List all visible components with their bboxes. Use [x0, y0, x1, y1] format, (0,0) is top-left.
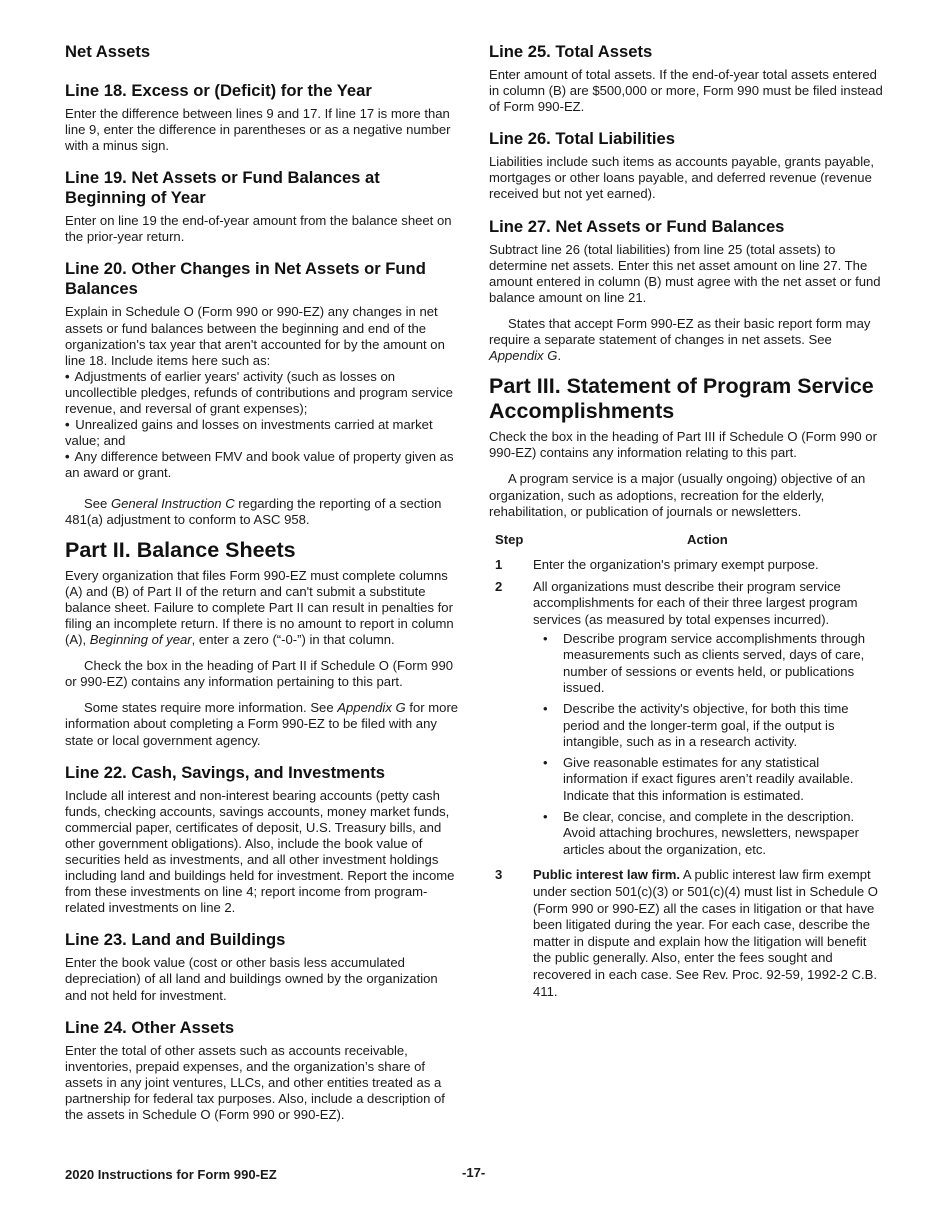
line18-heading: Line 18. Excess or (Deficit) for the Year [65, 81, 372, 100]
line27-heading: Line 27. Net Assets or Fund Balances [489, 216, 785, 236]
step-action: Enter the organization's primary exempt purpose. [533, 557, 819, 573]
step-column-header: Step [495, 531, 524, 547]
step-number: 1 [495, 557, 503, 573]
steps-table [489, 532, 887, 1005]
list-item: • Be clear, concise, and complete in the description. Avoid attaching brochures, newsletters, newspaper articles about the organization, etc. [543, 808, 859, 857]
list-item: • Give reasonable estimates for any statistical information if exact figures aren’t readily available. Indicate that this information is estimated. [543, 754, 854, 803]
page-footer [65, 1167, 887, 1187]
left-column [65, 42, 463, 1123]
line25-heading: Line 25. Total Assets [489, 42, 653, 61]
line19-heading: Line 19. Net Assets or Fund Balances at Beginning of Year [65, 168, 380, 208]
step-action: All organizations must describe their program service accomplishments for each of their three largest program services (as measured by total expenses incurred). • Describe program service accomplishments through measurements such as clients served, days of care, number of sessions or events held, or publications issued. • Describe the activity's objective, for both this time period and the longer-term goal, if the output is intangible, such as in a research activity. • Give reasonable estimates for any statistical information if exact figures aren’t readily available. Indicate that this information is estimated. • Be clear, concise, and complete in the description. Avoid attaching brochures, newsletters, newspaper articles about the organization, etc. [533, 579, 887, 868]
step-number: 3 [495, 867, 503, 883]
action-column-header: Action [687, 531, 728, 547]
line26-heading: Line 26. Total Liabilities [489, 129, 675, 149]
line20-bullet: • Any difference between FMV and book value of property given as an award or grant. [65, 449, 454, 481]
steps-table-header [489, 532, 887, 558]
line19-body: Enter on line 19 the end-of-year amount from the balance sheet on the prior-year return. [65, 213, 452, 245]
list-item: • Describe program service accomplishments through measurements such as clients served, days of care, number of sessions or events held, or publications issued. [543, 630, 866, 696]
part2-paragraph-2: Check the box in the heading of Part II if Schedule O (Form 990 or 990-EZ) contains any information pertaining to this part. [65, 658, 454, 690]
table-row [489, 557, 887, 579]
table-row [489, 579, 887, 868]
line22-body: Include all interest and non-interest bearing accounts (petty cash funds, checking accounts, savings accounts, money market funds, commercial paper, certificates of deposit, U.S. Treasury bills, and other government obligations). Also, include the book value of securities held as investments, and all other investment holdings including land and buildings held for investment. Report the income from these investments on line 4; report income from program-related investments on line 2. [65, 787, 455, 916]
part2-paragraph-1: Every organization that files Form 990-EZ must complete columns (A) and (B) of Part II of the return and can't submit a substitute balance sheet. Failure to complete Part II can result in penalties for filing an incomplete return. If there is no amount to report in column (A), Beginning of year, enter a zero (“-0-”) in that column. [65, 567, 454, 648]
step-action: Public interest law firm. A public interest law firm exempt under section 501(c)(3) or 501(c)(4) must list in Schedule O (Form 990 or 990-EZ) all the cases in litigation or that have been litigated during the year. For each case, describe the matter in dispute and explain how the litigation will benefit the public generally. Also, enter the fees sought and recovered in each case. See Rev. Proc. 92-59, 1992-2 C.B. 411. [533, 867, 878, 999]
line20-note: See General Instruction C regarding the reporting of a section 481(a) adjustment to conform to ASC 958. [65, 495, 442, 527]
net-assets-heading: Net Assets [65, 42, 151, 61]
line24-heading: Line 24. Other Assets [65, 1017, 235, 1037]
footer-title: 2020 Instructions for Form 990-EZ [65, 1167, 277, 1182]
part3-paragraph-1: Check the box in the heading of Part III if Schedule O (Form 990 or 990-EZ) contains any information relating to this part. [489, 429, 877, 461]
line20-heading: Line 20. Other Changes in Net Assets or Fund Balances [65, 259, 426, 299]
line27-body: Subtract line 26 (total liabilities) from line 25 (total assets) to determine net assets. Enter this net asset amount on line 27. The amount entered in column (B) must agree with the net asset or fund balance amount on line 21. [489, 241, 881, 305]
line23-body: Enter the book value (cost or other basis less accumulated depreciation) of all land and buildings owned by the organization and not held for investment. [65, 955, 438, 1003]
line20-body: Explain in Schedule O (Form 990 or 990-EZ) any changes in net assets or fund balances between the beginning and end of the organization's tax year that aren't accounted for by the amount on line 18. Include items here such as: [65, 304, 445, 368]
line25-body: Enter amount of total assets. If the end-of-year total assets entered in column (B) are $500,000 or more, Form 990 must be filed instead of Form 990-EZ. [489, 67, 883, 115]
line26-body: Liabilities include such items as accounts payable, grants payable, mortgages or other loans payable, and deferred revenue (revenue received but not yet earned). [489, 154, 875, 202]
line27-note: States that accept Form 990-EZ as their basic report form may require a separate statement of changes in net assets. See Appendix G. [489, 315, 871, 364]
line18-body: Enter the difference between lines 9 and 17. If line 17 is more than line 9, enter the difference in parentheses or as a negative number with a minus sign. [65, 106, 451, 154]
line24-body: Enter the total of other assets such as accounts receivable, inventories, prepaid expenses, and the organization’s share of assets in any joint ventures, LLCs, and other entities treated as a partnership for federal tax purposes. Also, include a description of the assets in Schedule O (Form 990 or 990-EZ). [65, 1042, 445, 1123]
part3-paragraph-2: A program service is a major (usually ongoing) objective of an organization, such as adoptions, recreation for the elderly, rehabilitation, or publication of journals or newsletters. [489, 471, 866, 519]
step2-bullet-list [533, 631, 887, 859]
right-column [489, 42, 887, 1005]
list-item: • Describe the activity's objective, for both this time period and the longer-term goal, if the output is intangible, such as in a research activity. [543, 701, 849, 750]
part3-heading: Part III. Statement of Program Service Accomplishments [489, 374, 874, 424]
part2-heading: Part II. Balance Sheets [65, 537, 296, 562]
part2-paragraph-3: Some states require more information. See Appendix G for more information about completing a Form 990-EZ to be filed with any state or local government agency. [65, 700, 459, 748]
line20-bullet: • Adjustments of earlier years' activity (such as losses on uncollectible pledges, refunds of contributions and program service revenue, and reversal of grant expenses); [65, 368, 453, 417]
line20-bullet: • Unrealized gains and losses on investments carried at market value; and [65, 417, 433, 449]
table-row [489, 867, 887, 1005]
step-number: 2 [495, 578, 503, 594]
page-number: -17- [462, 1165, 486, 1180]
line23-heading: Line 23. Land and Buildings [65, 930, 286, 950]
line22-heading: Line 22. Cash, Savings, and Investments [65, 762, 385, 782]
